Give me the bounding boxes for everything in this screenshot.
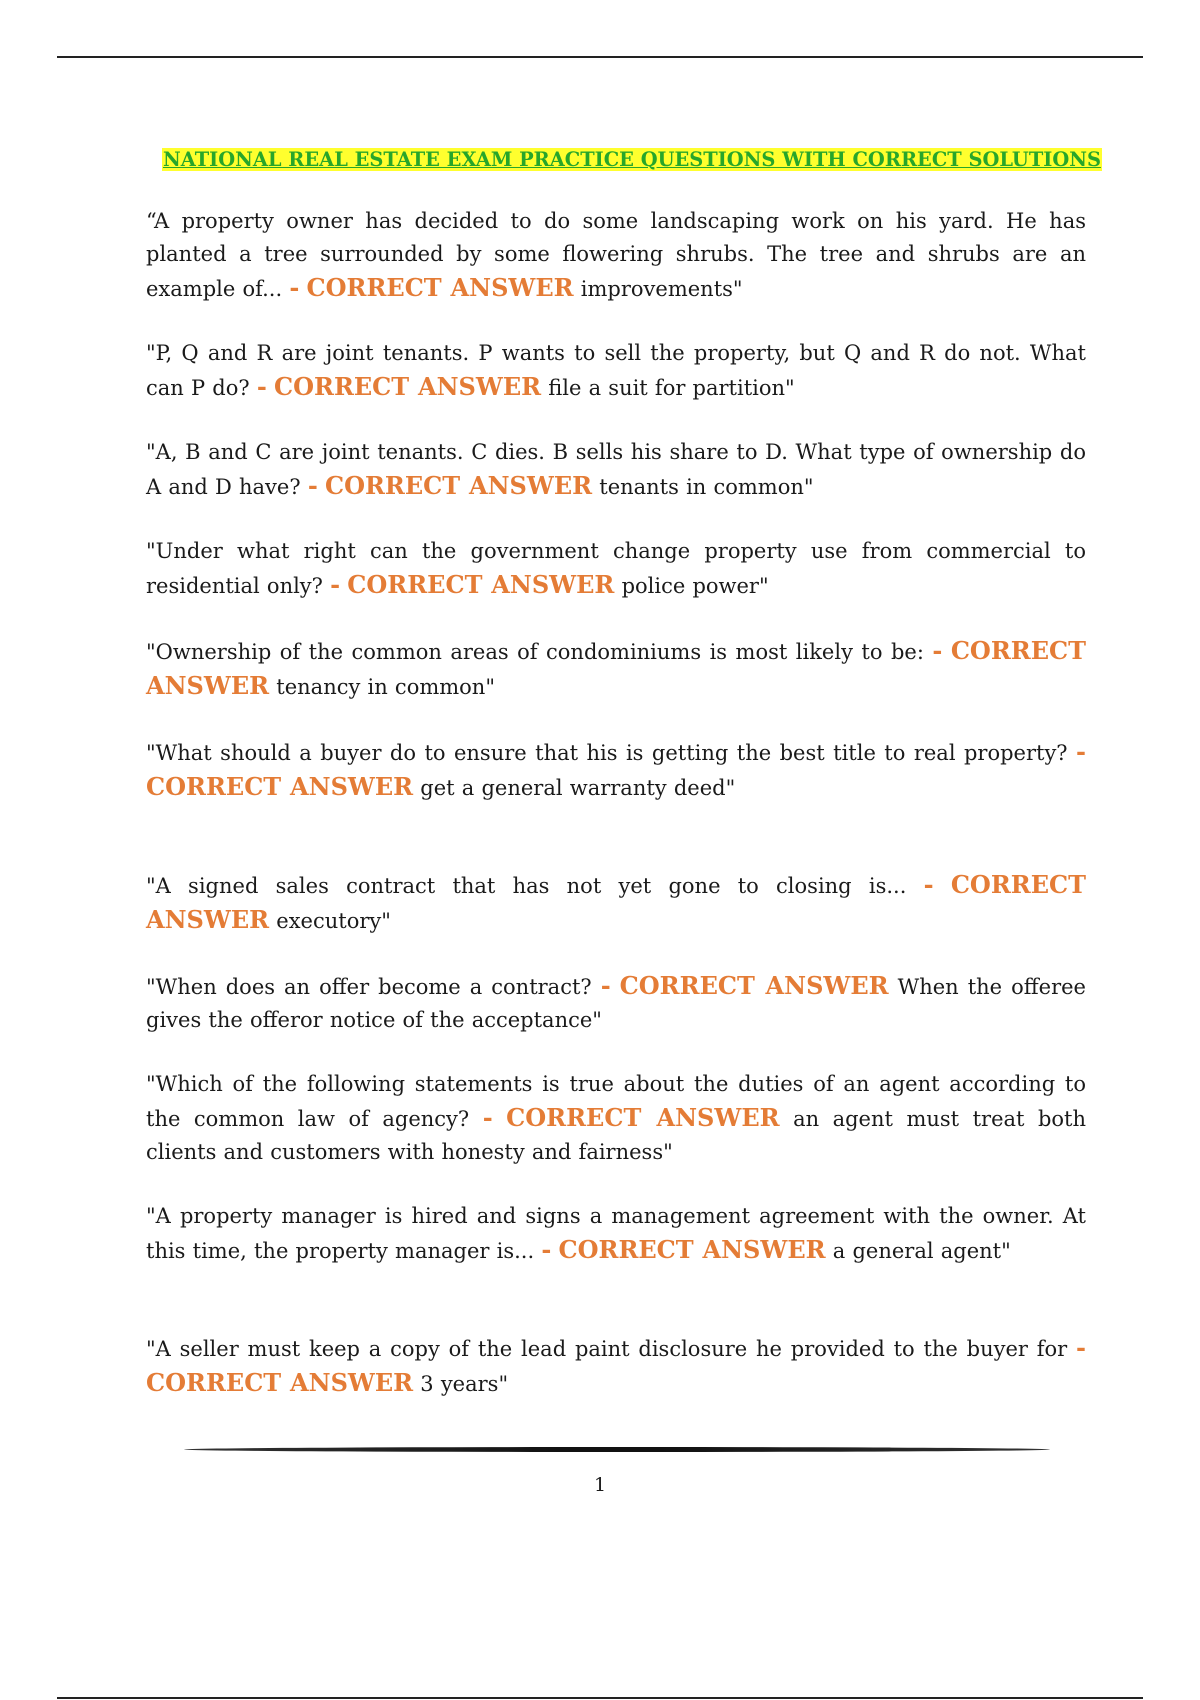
answer-text: tenants in common" <box>599 475 814 499</box>
answer-text: executory" <box>276 909 391 933</box>
qa-item-7 <box>146 868 1086 938</box>
answer-text: a general agent" <box>832 1239 1011 1263</box>
qa-item-9 <box>146 1068 1086 1169</box>
answer-text: When the offeree gives the offeror notice of the acceptance" <box>146 975 1086 1032</box>
correct-answer-label: CORRECT ANSWER <box>306 273 574 302</box>
answer-separator: - <box>932 636 943 665</box>
answer-separator: - <box>541 1235 552 1264</box>
question-text: "A seller must keep a copy of the lead paint disclosure he provided to the buyer for <box>146 1337 1068 1361</box>
answer-separator: - <box>1076 1333 1086 1362</box>
question-text: "When does an offer become a contract? <box>146 975 592 999</box>
correct-answer-label: CORRECT ANSWER <box>146 870 1086 934</box>
correct-answer-label: CORRECT ANSWER <box>146 1368 414 1397</box>
answer-text: an agent must treat both clients and customers with honesty and fairness" <box>146 1107 1086 1164</box>
document-title <box>162 147 1101 173</box>
answer-separator: - <box>923 870 934 899</box>
answer-separator: - <box>1076 737 1086 766</box>
question-text: “A property owner has decided to do some landscaping work on his yard. He has planted a tree surrounded by some flowering shrubs. The tree and shrubs are an example of... <box>146 209 1086 301</box>
qa-item-3 <box>146 436 1086 504</box>
qa-item-8 <box>146 969 1086 1037</box>
answer-separator: - <box>256 372 267 401</box>
correct-answer-label: CORRECT ANSWER <box>324 471 593 500</box>
qa-item-4 <box>146 535 1086 603</box>
question-text: "P, Q and R are joint tenants. P wants to sell the property, but Q and R do not. What can P do? <box>146 341 1086 400</box>
correct-answer-label: CORRECT ANSWER <box>506 1103 780 1132</box>
answer-separator: - <box>600 971 611 1000</box>
question-text: "A, B and C are joint tenants. C dies. B sells his share to D. What type of ownership do A and D have? <box>146 440 1086 499</box>
question-text: "Under what right can the government change property use from commercial to residential only? <box>146 539 1086 598</box>
qa-item-2 <box>146 337 1086 405</box>
answer-separator: - <box>307 471 318 500</box>
answer-text: police power" <box>621 574 769 598</box>
qa-item-6 <box>146 735 1086 805</box>
correct-answer-label: CORRECT ANSWER <box>558 1235 826 1264</box>
answer-separator: - <box>289 273 300 302</box>
qa-item-10 <box>146 1200 1086 1268</box>
answer-text: get a general warranty deed" <box>420 776 736 800</box>
question-text: "A property manager is hired and signs a management agreement with the owner. At this time, the property manager is... <box>146 1204 1086 1263</box>
correct-answer-label: CORRECT ANSWER <box>273 372 542 401</box>
document-title-text: NATIONAL REAL ESTATE EXAM PRACTICE QUESTIONS WITH CORRECT SOLUTIONS <box>163 148 1101 171</box>
qa-item-11 <box>146 1331 1086 1401</box>
answer-text: file a suit for partition" <box>548 376 795 400</box>
top-rule <box>57 56 1143 58</box>
question-text: "What should a buyer do to ensure that his is getting the best title to real property? <box>146 741 1068 765</box>
answer-separator: - <box>330 570 341 599</box>
footer-rule <box>184 1447 1050 1452</box>
question-text: "A signed sales contract that has not yet gone to closing is... <box>146 874 907 898</box>
answer-text: tenancy in common" <box>276 675 495 699</box>
bottom-rule <box>57 1697 1143 1699</box>
qa-item-1 <box>146 205 1086 306</box>
answer-text: improvements" <box>580 277 743 301</box>
qa-item-5 <box>146 634 1086 704</box>
correct-answer-label: CORRECT ANSWER <box>146 636 1086 700</box>
question-text: "Ownership of the common areas of condominiums is most likely to be: <box>146 640 924 664</box>
answer-text: 3 years" <box>420 1372 509 1396</box>
correct-answer-label: CORRECT ANSWER <box>347 570 615 599</box>
question-text: "Which of the following statements is true about the duties of an agent according to the common law of agency? <box>146 1072 1086 1131</box>
correct-answer-label: CORRECT ANSWER <box>146 772 414 801</box>
correct-answer-label: CORRECT ANSWER <box>619 971 889 1000</box>
answer-separator: - <box>482 1103 493 1132</box>
qa-list <box>146 205 1086 1401</box>
page-number: 1 <box>593 1474 607 1496</box>
